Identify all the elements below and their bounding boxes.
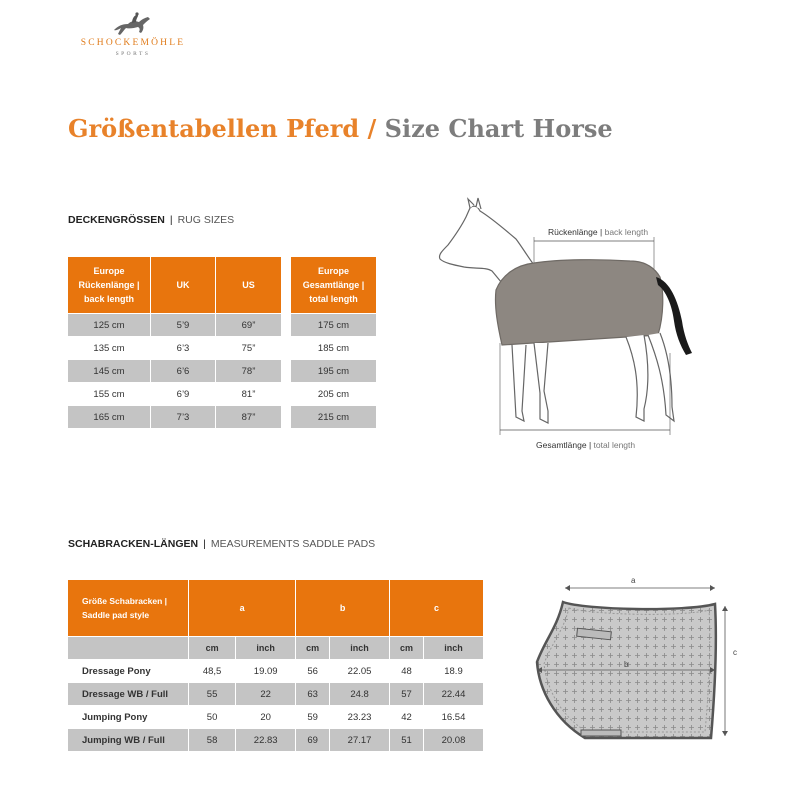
- cell: 57: [389, 682, 423, 705]
- cell: 205 cm: [291, 382, 376, 405]
- table-row: [68, 728, 483, 751]
- row-label: Jumping WB / Full: [68, 728, 188, 751]
- page-title: [68, 114, 613, 143]
- rug-size-table: [68, 257, 281, 428]
- table-row: [68, 336, 281, 359]
- rug-table-header: [68, 257, 281, 313]
- cell: 22: [235, 682, 295, 705]
- rug-heading-divider: |: [169, 214, 173, 226]
- cell: 215 cm: [291, 405, 376, 428]
- cell: 48: [389, 659, 423, 682]
- pad-heading-bold: SCHABRACKEN-LÄNGEN: [68, 538, 199, 550]
- cell: 195 cm: [291, 359, 376, 382]
- header-line: back length: [83, 294, 134, 304]
- header-line: Gesamtlänge |: [302, 280, 365, 290]
- horse-leg-hind-left: [626, 335, 648, 421]
- cell: 22.83: [235, 728, 295, 751]
- cell: 16.54: [423, 705, 483, 728]
- measure-b-label: b: [624, 660, 629, 669]
- cell: 6’6: [150, 359, 215, 382]
- table-row: [291, 336, 376, 359]
- table-row: [291, 405, 376, 428]
- total-header: [291, 257, 376, 313]
- pad-heading-light: MEASUREMENTS SADDLE PADS: [210, 538, 376, 550]
- cell: 59: [295, 705, 329, 728]
- saddle-pad-illustration: [525, 570, 750, 755]
- measure-a-label: a: [631, 576, 636, 585]
- back-length-text: Rückenlänge | back length: [548, 227, 649, 237]
- total-table-header: [291, 257, 376, 313]
- pad-group-a: a: [188, 580, 295, 636]
- cell: 81”: [215, 382, 281, 405]
- cell: 63: [295, 682, 329, 705]
- pad-heading-divider: |: [203, 538, 206, 550]
- cell: 55: [188, 682, 235, 705]
- cell: 5’9: [150, 313, 215, 336]
- cell: 48,5: [188, 659, 235, 682]
- cell: 51: [389, 728, 423, 751]
- cell: 165 cm: [68, 405, 150, 428]
- pad-section-heading: [68, 538, 375, 550]
- table-row: [291, 359, 376, 382]
- unit-cell: inch: [235, 636, 295, 659]
- total-length-text: Gesamtlänge | total length: [536, 440, 636, 450]
- table-row: [68, 359, 281, 382]
- cell: 20.08: [423, 728, 483, 751]
- cell: 50: [188, 705, 235, 728]
- title-separator: /: [367, 114, 377, 143]
- table-row: [68, 382, 281, 405]
- brand-sub: SPORTS: [115, 51, 151, 57]
- unit-cell: cm: [295, 636, 329, 659]
- cell: 27.17: [329, 728, 389, 751]
- row-label: Jumping Pony: [68, 705, 188, 728]
- table-row: [68, 682, 483, 705]
- saddle-pad-table: [68, 580, 483, 751]
- horse-rider-icon: [112, 12, 154, 38]
- cell: 6’9: [150, 382, 215, 405]
- header-line: US: [242, 280, 255, 290]
- cell: 155 cm: [68, 382, 150, 405]
- brand-logo: [68, 8, 198, 60]
- cell: 7’3: [150, 405, 215, 428]
- pad-group-b: b: [295, 580, 389, 636]
- cell: 175 cm: [291, 313, 376, 336]
- cell: 125 cm: [68, 313, 150, 336]
- cell: 23.23: [329, 705, 389, 728]
- pad-corner-label: [68, 580, 188, 636]
- horse-leg-front-left: [512, 345, 526, 421]
- cell: 78”: [215, 359, 281, 382]
- cell: 18.9: [423, 659, 483, 682]
- horse-rug-illustration: [430, 195, 700, 460]
- cell: 22.05: [329, 659, 389, 682]
- measure-c-label: c: [733, 648, 737, 657]
- table-row: [68, 313, 281, 336]
- cell: 20: [235, 705, 295, 728]
- cell: 135 cm: [68, 336, 150, 359]
- header-line: Europe: [317, 266, 349, 276]
- cell: 19.09: [235, 659, 295, 682]
- pad-table-header: [68, 580, 483, 636]
- row-label: Dressage WB / Full: [68, 682, 188, 705]
- header-line: Rückenlänge |: [78, 280, 140, 290]
- unit-cell: cm: [188, 636, 235, 659]
- header-line: Saddle pad style: [82, 610, 150, 620]
- table-row: [68, 705, 483, 728]
- unit-cell: cm: [389, 636, 423, 659]
- cell: 22.44: [423, 682, 483, 705]
- cell: 69”: [215, 313, 281, 336]
- title-german: Größentabellen Pferd: [68, 114, 360, 143]
- cell: 6’3: [150, 336, 215, 359]
- cell: 42: [389, 705, 423, 728]
- total-length-table: [291, 257, 376, 428]
- table-row: [68, 405, 281, 428]
- header-line: Größe Schabracken |: [82, 596, 168, 606]
- header-line: UK: [176, 280, 190, 290]
- rug-header-uk: [150, 257, 215, 313]
- cell: 56: [295, 659, 329, 682]
- cell: 58: [188, 728, 235, 751]
- cell: 75”: [215, 336, 281, 359]
- table-row: [68, 659, 483, 682]
- title-english: Size Chart Horse: [384, 114, 613, 143]
- rug-section-heading: [68, 214, 234, 226]
- header-line: Europe: [93, 266, 125, 276]
- header-line: total length: [309, 294, 358, 304]
- table-row: [291, 382, 376, 405]
- rug-header-europe: [68, 257, 150, 313]
- horse-rug: [495, 260, 662, 345]
- rug-heading-light: RUG SIZES: [177, 214, 235, 226]
- pad-group-c: c: [389, 580, 483, 636]
- unit-cell: inch: [329, 636, 389, 659]
- unit-cell: inch: [423, 636, 483, 659]
- horse-leg-front-right: [534, 343, 548, 423]
- bottom-strap: [581, 730, 621, 736]
- brand-name: SCHOCKEMÖHLE: [80, 38, 186, 48]
- cell: 87”: [215, 405, 281, 428]
- rug-heading-bold: DECKENGRÖSSEN: [68, 214, 165, 226]
- row-label: Dressage Pony: [68, 659, 188, 682]
- pad-units-row: [68, 636, 483, 659]
- rug-header-us: [215, 257, 281, 313]
- cell: 69: [295, 728, 329, 751]
- cell: 185 cm: [291, 336, 376, 359]
- cell: 145 cm: [68, 359, 150, 382]
- cell: 24.8: [329, 682, 389, 705]
- table-row: [291, 313, 376, 336]
- cell: [68, 636, 188, 659]
